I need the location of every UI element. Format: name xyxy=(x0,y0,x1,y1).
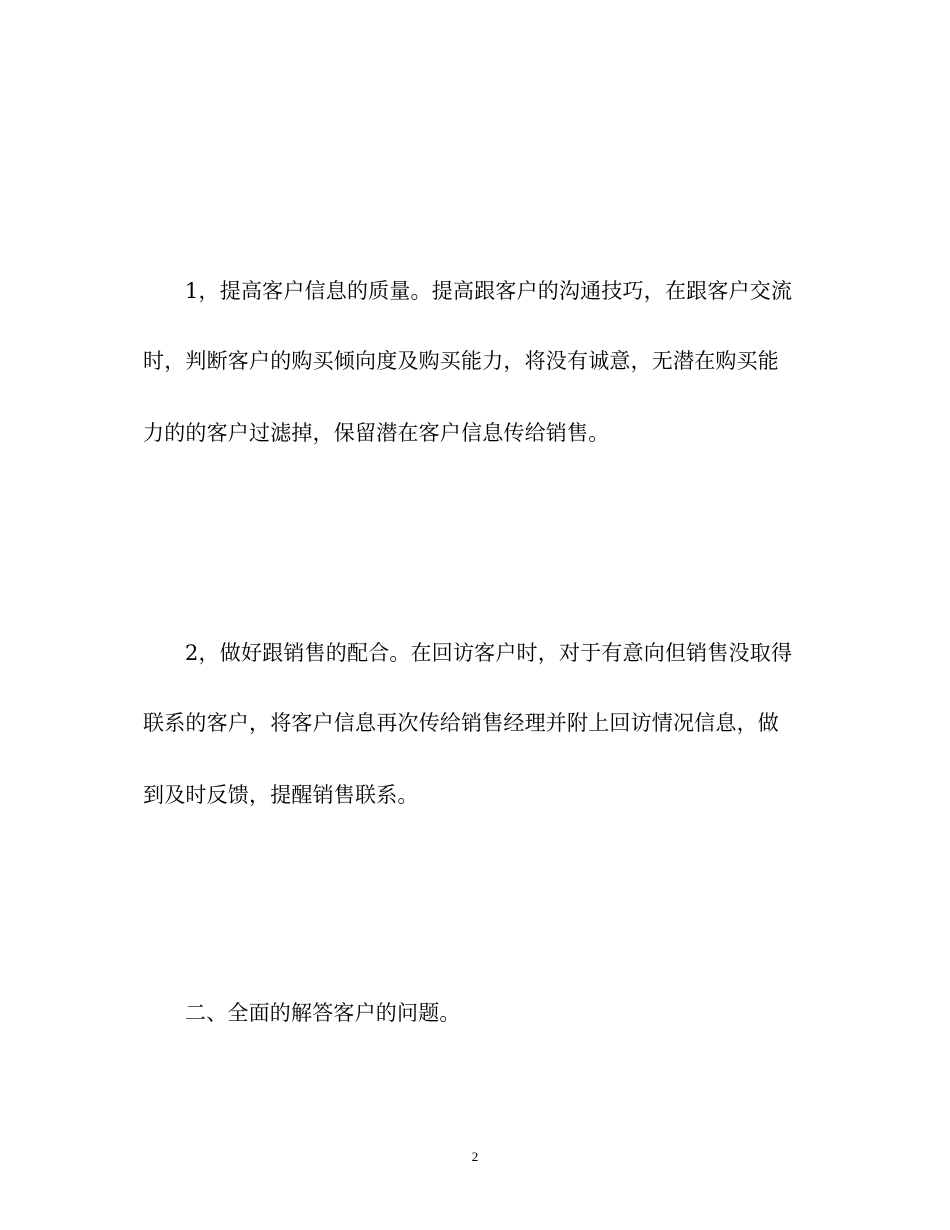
paragraph-1-line-1: 1，提高客户信息的质量。提高跟客户的沟通技巧，在跟客户交流 xyxy=(185,279,793,303)
section-heading-line: 二、全面的解答客户的问题。 xyxy=(185,1001,461,1025)
paragraph-1-line-2: 时，判断客户的购买倾向度及购买能力，将没有诚意，无潜在购买能 xyxy=(143,349,779,373)
paragraph-2-line-2: 联系的客户，将客户信息再次传给销售经理并附上回访情况信息，做 xyxy=(143,711,779,735)
paragraph-2-line-1: 2，做好跟销售的配合。在回访客户时，对于有意向但销售没取得 xyxy=(185,641,793,665)
paragraph-1-line-3: 力的的客户过滤掉，保留潜在客户信息传给销售。 xyxy=(143,421,610,445)
page-number: 2 xyxy=(471,1149,479,1164)
paragraph-2-line-3: 到及时反馈，提醒销售联系。 xyxy=(143,783,419,807)
